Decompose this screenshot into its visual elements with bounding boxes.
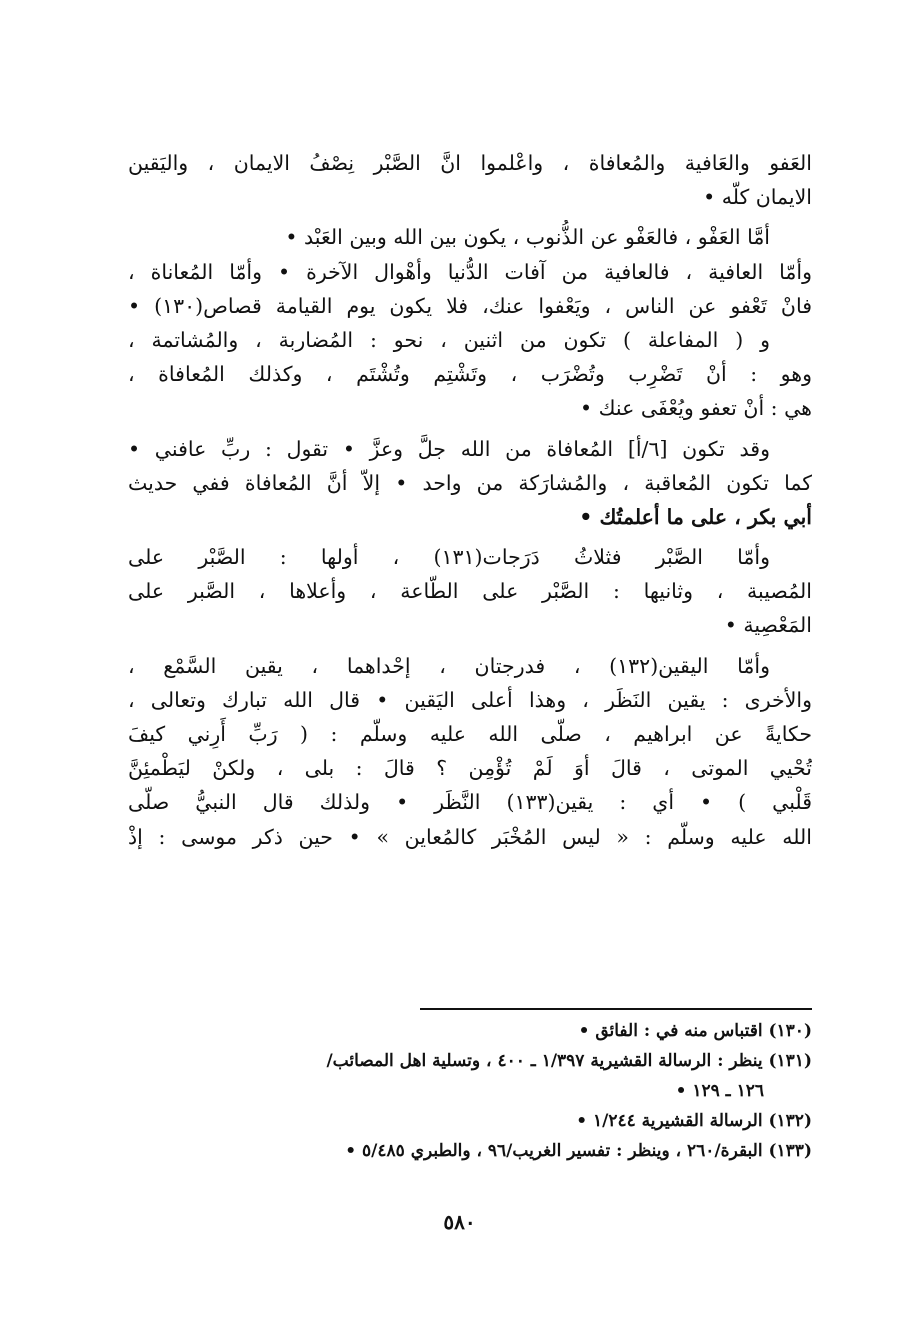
text-line-18: تُحْيي الموتى ، قالَ أوَ لَمْ تُؤْمِن ؟ قالَ : بلى ، ولكنْ ليَطْمئِنَّ — [128, 756, 812, 781]
text-line-9: وقد تكون [٦/أ] المُعافاة من الله جلَّ وعزَّ • تقول : ربِّ عافني • — [128, 436, 770, 461]
text-line-12: وأمّا الصَّبْر فثلاثُ دَرَجات(١٣١) ، أولها : الصَّبْر على — [128, 545, 770, 570]
page-number: ٥٨٠ — [443, 1210, 476, 1234]
text-line-3: أمَّا العَفْو ، فالعَفْو عن الذُّنوب ، يكون بين الله وبين العَبْد • — [285, 225, 770, 250]
text-line-10: كما تكون المُعاقبة ، والمُشارَكة من واحد • إلاّ أنَّ المُعافاة ففي حديث — [128, 470, 812, 495]
text-line-15: وأمّا اليقين(١٣٢) ، فدرجتان ، إحْداهما ، يقين السَّمْع ، — [128, 653, 770, 678]
text-line-5: فانْ تَعْفو عن الناس ، ويَعْفوا عنك، فلا يكون يوم القيامة قصاص(١٣٠) • — [128, 293, 812, 318]
footnote-133: (١٣٣) البقرة/٢٦٠ ، وينظر : تفسير الغريب/٩٦ ، والطبري ٥/٤٨٥ • — [345, 1141, 812, 1161]
text-line-14: المَعْصِية • — [724, 613, 812, 638]
text-line-13: المُصيبة ، وثانيها : الصَّبْر على الطّاعة ، وأعلاها ، الصَّبر على — [128, 579, 812, 604]
footnote-131-continued: ١٢٦ ـ ١٢٩ • — [675, 1081, 764, 1101]
text-line-2: الايمان كلّه • — [703, 185, 812, 210]
footnotes — [128, 1016, 812, 1166]
text-line-8: هي : أنْ تعفو ويُعْفَى عنك • — [580, 396, 812, 421]
footnote-131: (١٣١) ينظر : الرسالة القشيرية ١/٣٩٧ ـ ٤٠٠ ، وتسلية اهل المصائب/ — [326, 1051, 812, 1071]
text-line-1: العَفو والعَافية والمُعافاة ، واعْلموا انَّ الصَّبْر نِصْفُ الايمان ، واليَقين — [128, 151, 812, 175]
text-line-19: قَلْبي ) • أي : يقين(١٣٣) النَّظَر • ولذلك قال النبيُّ صلّى — [128, 790, 812, 815]
text-line-17: حكايةً عن ابراهيم ، صلّى الله عليه وسلّم : ( رَبِّ أَرِني كيفَ — [128, 722, 812, 746]
text-line-20: الله عليه وسلّم : « ليس المُخْبَر كالمُعاين » • حين ذكر موسى : إذْ — [128, 824, 812, 849]
text-line-16: والأخرى : يقين النَظَر ، وهذا أعلى اليَقين • قال الله تبارك وتعالى ، — [128, 687, 812, 712]
text-line-7: وهو : أنْ تَضْرِب وتُضْرَب ، وتَشْتِم وتُشْتَم ، وكذلك المُعافاة ، — [128, 362, 812, 387]
main-text — [128, 146, 812, 854]
text-line-6: و ( المفاعلة ) تكون من اثنين ، نحو : المُضاربة ، والمُشاتمة ، — [128, 327, 770, 352]
footnote-132: (١٣٢) الرسالة القشيرية ١/٢٤٤ • — [576, 1111, 812, 1131]
footnote-130: (١٣٠) اقتباس منه في : الفائق • — [578, 1021, 812, 1041]
text-line-4: وأمّا العافية ، فالعافية من آفات الدُّنيا وأهْوال الآخرة • وأمّا المُعاناة ، — [128, 259, 812, 284]
footnote-divider — [420, 1008, 812, 1010]
text-line-11: أبي بكر ، على ما أعلمتُك • — [579, 504, 812, 529]
